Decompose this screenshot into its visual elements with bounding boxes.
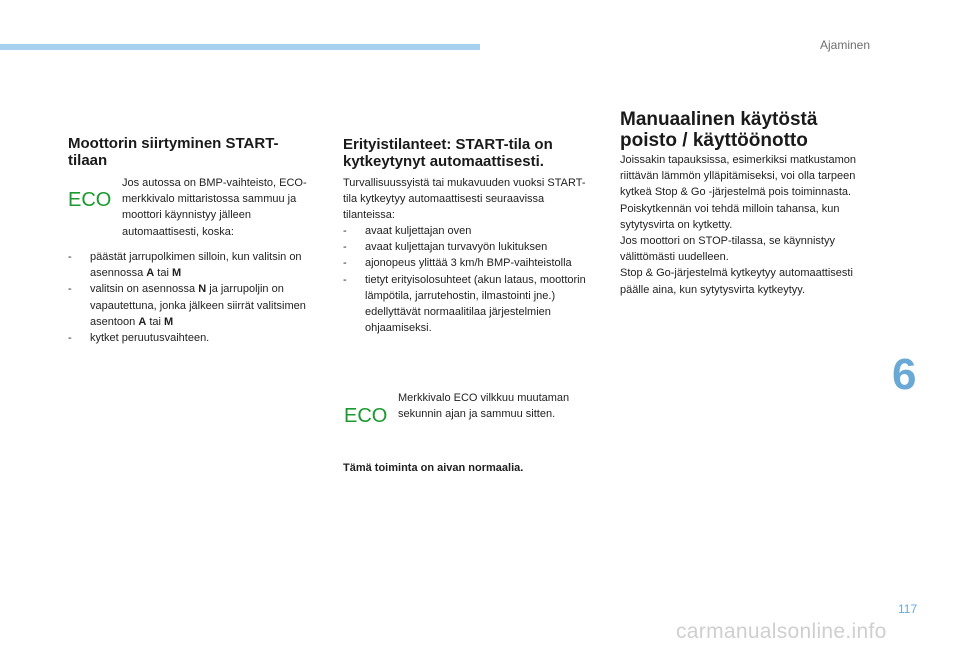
col2-intro: Turvallisuussyistä tai mukavuuden vuoksi START-tila kytkeytyy automaattisesti seuraavissa tilanteissa: [343,177,586,222]
col1-note: Jos autossa on BMP-vaihteisto, ECO-merkkivalo mittaristossa sammuu ja moottori käynnistyy jälleen automaattisesti, koska: [122,177,307,238]
col1-list [68,249,318,346]
eco-indicator-icon [68,188,118,210]
col3-paragraph: Stop & Go-järjestelmä kytkeytyy automaattisesti päälle aina, kun sytytysvirta kytkeytyy. [620,267,853,296]
col3-paragraph: Jos moottori on STOP-tilassa, se käynnistyy välittömästi uudelleen. [620,235,835,264]
list-item: - ajonopeus ylittää 3 km/h BMP-vaihteistolla [343,257,572,270]
col3-paragraph: Joissakin tapauksissa, esimerkiksi matkustamon riittävän lämmön ylläpitämiseksi, voi olla tarpeen kytkeä Stop & Go -järjestelmä pois toiminnasta. [620,154,856,199]
list-item: - tietyt erityisolosuhteet (akun lataus, moottorin lämpötila, jarrutehostin, ilmastointi jne.) edellyttävät normaalitilaa järjestelmien ohjaamiseksi. [343,273,586,335]
eco-icon-text: ECO [68,189,112,210]
list-item: - avaat kuljettajan oven [343,225,472,237]
list-item: - kytket peruutusvaihteen. [68,332,210,345]
col2-heading: Erityistilanteet: START-tila on kytkeytynyt automaattisesti. [343,136,553,170]
col2-note: Merkkivalo ECO vilkkuu muutaman sekunnin ajan ja sammuu sitten. [398,392,570,421]
list-item: - valitsin on asennossa N ja jarrupoljin on vapautettuna, jonka jälkeen siirrät valitsimen asentoon A tai M [68,283,306,328]
col2-list [343,223,598,336]
list-item: - päästät jarrupolkimen silloin, kun valitsin on asennossa A tai M [68,251,302,280]
page-number: 117 [898,602,918,616]
watermark: carmanualsonline.info [676,620,887,643]
col3-paragraph: Poiskytkennän voi tehdä milloin tahansa, kun sytytysvirta on kytketty. [620,202,840,231]
chapter-number: 6 [892,350,917,399]
list-item: - avaat kuljettajan turvavyön lukituksen [343,241,548,254]
col1-heading: Moottorin siirtyminen START-tilaan [68,135,279,169]
header-accent-bar [0,44,480,50]
col3-body [620,152,875,298]
section-name: Ajaminen [820,38,871,52]
eco-icon-text: ECO [344,405,388,426]
col3-heading: Manuaalinen käytöstä poisto / käyttöönotto [620,109,818,151]
col2-bold-note: Tämä toiminta on aivan normaalia. [343,462,524,474]
eco-indicator-icon [344,404,394,426]
